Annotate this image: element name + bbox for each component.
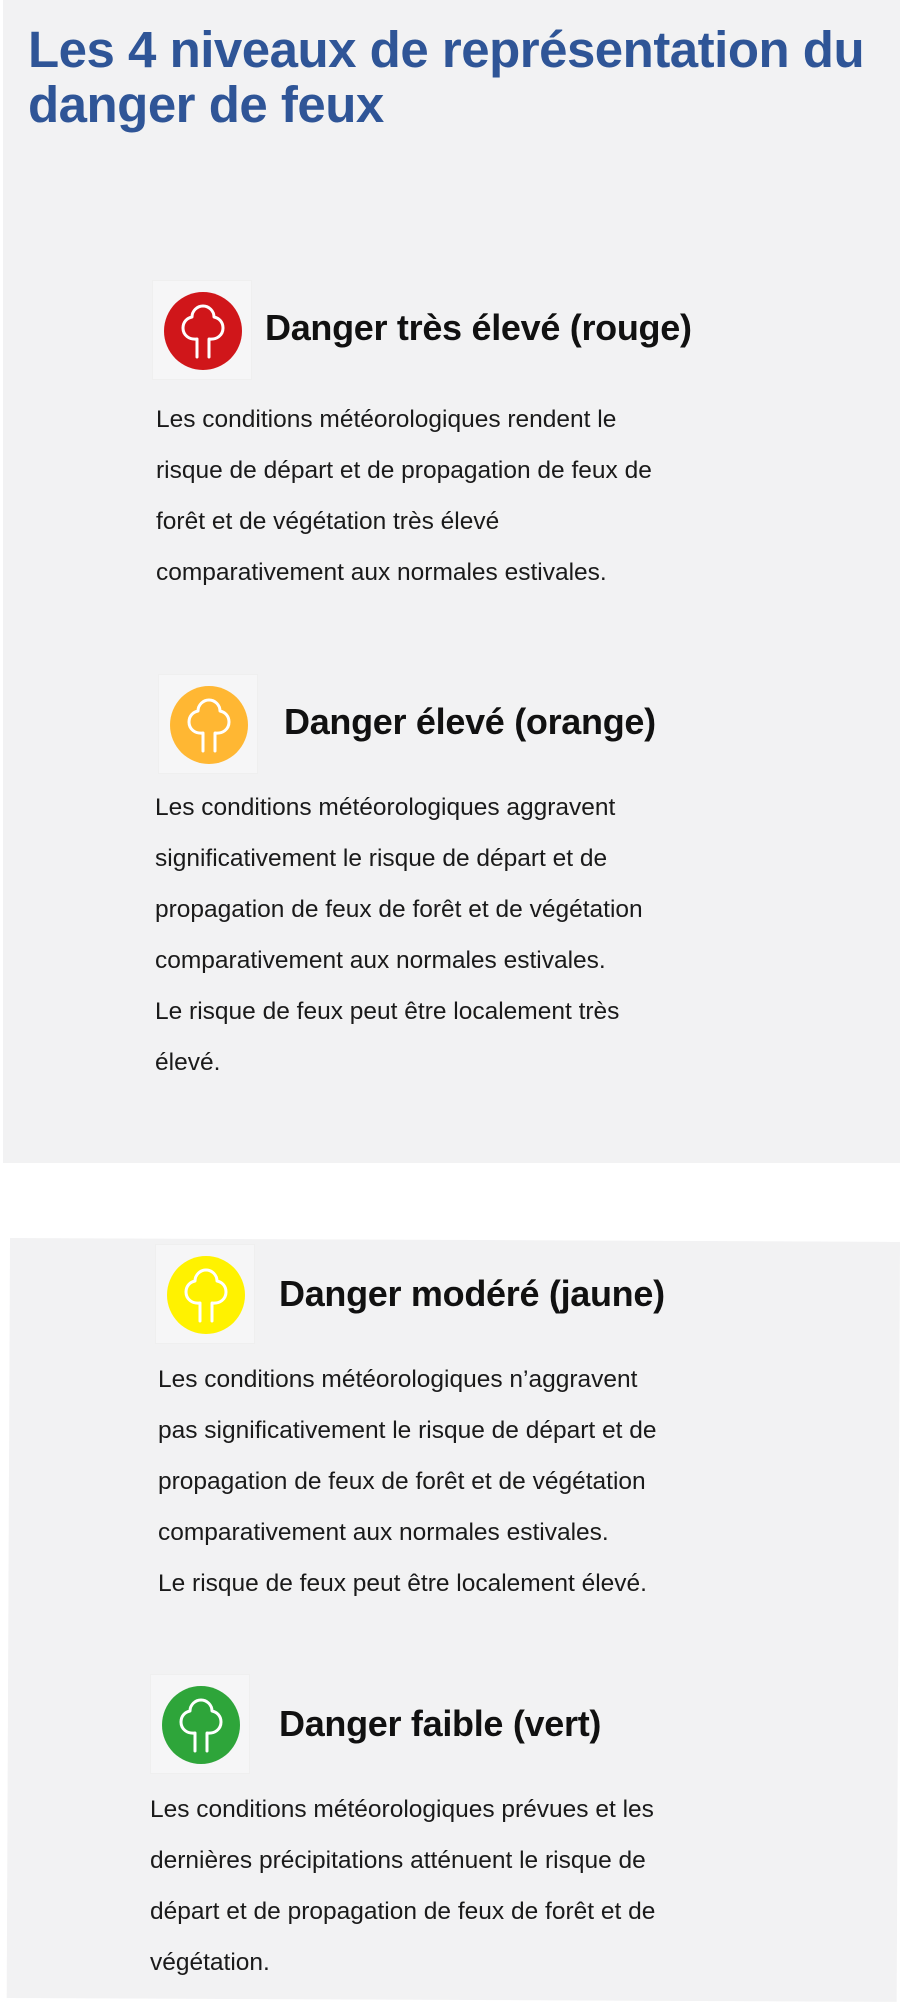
level-header — [155, 1244, 795, 1344]
page-title: Les 4 niveaux de représentation du danger de feux — [28, 21, 865, 133]
description-line: Les conditions météorologiques prévues et les — [150, 1796, 654, 1823]
tree-icon — [166, 1255, 246, 1335]
level-icon-tile — [150, 1674, 250, 1774]
description-line: Les conditions météorologiques rendent le — [156, 406, 617, 433]
description-line: propagation de feux de forêt et de végétation — [155, 896, 643, 923]
level-description — [155, 782, 795, 1088]
description-line: propagation de feux de forêt et de végétation — [158, 1468, 646, 1495]
level-description — [158, 1354, 798, 1609]
level-moderate — [155, 1244, 795, 1597]
level-low — [150, 1674, 790, 1976]
level-header — [150, 1674, 790, 1774]
level-title: Danger élevé (orange) — [284, 701, 656, 742]
description-line: végétation. — [150, 1949, 270, 1976]
description-line: pas significativement le risque de départ et de — [158, 1417, 657, 1444]
description-line: comparativement aux normales estivales. — [158, 1519, 609, 1546]
description-line: Les conditions météorologiques n’aggravent — [158, 1366, 638, 1393]
description-line: élevé. — [155, 1049, 221, 1076]
tree-icon — [163, 291, 243, 371]
description-line: Le risque de feux peut être localement élevé. — [158, 1570, 647, 1597]
level-title: Danger très élevé (rouge) — [265, 307, 692, 348]
description-line: départ et de propagation de feux de forêt et de — [150, 1898, 656, 1925]
level-high — [155, 674, 798, 1076]
description-line: comparativement aux normales estivales. — [156, 559, 607, 586]
level-title: Danger faible (vert) — [279, 1703, 602, 1744]
level-icon-tile — [155, 1244, 255, 1344]
description-line: risque de départ et de propagation de feux de — [156, 457, 652, 484]
tree-icon — [169, 685, 249, 765]
description-line: Le risque de feux peut être localement très — [155, 998, 620, 1025]
level-very-high — [152, 280, 792, 586]
description-line: comparativement aux normales estivales. — [155, 947, 606, 974]
level-icon-tile — [152, 280, 252, 380]
description-line: forêt et de végétation très élevé — [156, 508, 500, 535]
level-header — [158, 674, 798, 774]
tree-icon — [161, 1685, 241, 1765]
level-description — [150, 1784, 790, 1988]
level-header — [152, 280, 792, 380]
level-title: Danger modéré (jaune) — [279, 1273, 665, 1314]
description-line: dernières précipitations atténuent le risque de — [150, 1847, 646, 1874]
level-icon-tile — [158, 674, 258, 774]
description-line: significativement le risque de départ et de — [155, 845, 608, 872]
description-line: Les conditions météorologiques aggravent — [155, 794, 616, 821]
level-description — [156, 394, 796, 598]
